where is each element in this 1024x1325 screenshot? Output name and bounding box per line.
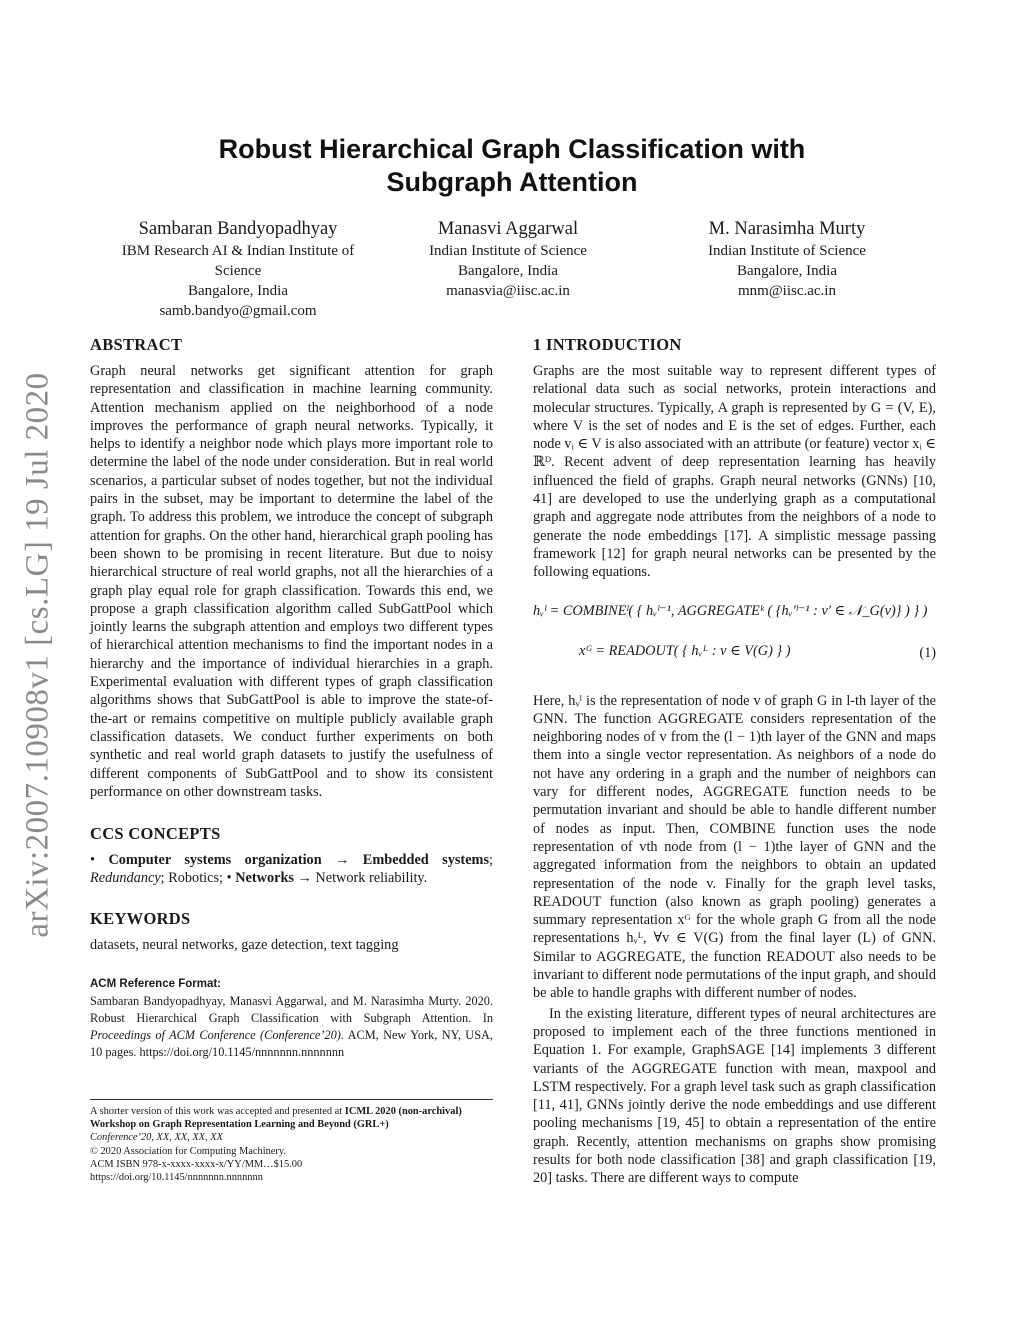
intro-paragraph-3: In the existing literature, different types of neural architectures are proposed to implement each of the three functions mentioned in Equation 1. For example, GraphSAGE [14] implements 3 different variants of the AGGREGATE function with mean, maxpool and LSTM respectively. For a graph level task such as graph classification [11, 41], GNNs jointly derive the node embeddings and use different pooling mechanisms [19, 45] to obtain a representation of the entire graph. Recently, attention mechanisms on graphs show promising results for both node classification [38] and graph classification [19, 20] tasks. There are different ways to compute	[533, 1005, 936, 1187]
equation-line-1: hᵥˡ = COMBINEˡ( { hᵥˡ⁻¹, AGGREGATEᵏ ( {hᵥ′ˡ⁻¹ : v′ ∈ 𝒩_G(v)} ) } )	[533, 602, 928, 619]
intro-paragraph-2: Here, hᵥˡ is the representation of node v of graph G in l-th layer of the GNN. The function AGGREGATE considers representation of the neighboring nodes of v from the (l − 1)th layer of the GNN and maps them into a single vector representation. As neighbors of a node do not have any ordering in a graph and the number of neighbors can vary for different nodes, AGGREGATE function needs to be permutation invariant and should be able to handle different number of nodes as input. Then, COMBINE function uses the node representation of vth node from (l − 1)the layer of GNN and the aggregated information from the neighbors to obtain an updated representation of the node v. Finally for the graph level tasks, READOUT function (also known as graph pooling) generates a summary representation xᴳ for the whole graph G from all the node representations hᵥᴸ, ∀v ∈ V(G) from the final layer (L) of GNN. Similar to AGGREGATE, the function READOUT also needs to be invariant to different node permutations of the input graph, and should be able to handle graphs with different number of nodes.	[533, 692, 936, 1002]
author-email[interactable]: samb.bandyo@gmail.com	[159, 303, 317, 319]
ccs-text	[90, 851, 493, 888]
abstract-text: Graph neural networks get significant attention for graph representation and classification in machine learning community. Attention mechanism applied on the neighborhood of a node improves the performance of graph neural networks. Typically, it helps to identify a neighbor node which plays more important role to determine the label of the node under consideration. But in real world scenarios, a particular subset of nodes together, but not the individual pairs in the subset, may be important to determine the label of the graph. To address this problem, we introduce the concept of subgraph attention for graphs. On the other hand, hierarchical graph pooling has been shown to be promising in recent literature. But due to noisy hierarchical structure of real world graphs, not all the hierarchies of a graph play equal role for graph classification. Towards this end, we propose a graph classification algorithm called SubGattPool which jointly learns the subgraph attention and employs two different types of hierarchical attention mechanisms to find the important nodes in a hierarchy and the importance of individual hierarchies in a graph. Experimental evaluation with different types of graph classification algorithms shows that SubGattPool is able to improve the state-of-the-art or remains competitive on multiple publicly available graph classification datasets. We conduct further experiments on both synthetic and real world graph datasets to justify the usefulness of different components of SubGattPool and to show its consistent performance on other downstream tasks.	[90, 363, 493, 800]
author-email[interactable]: manasvia@iisc.ac.in	[446, 283, 570, 299]
acm-reference-text: Sambaran Bandyopadhyay, Manasvi Aggarwal, and M. Narasimha Murty. 2020. Robust Hierarchical Graph Classification with Subgraph Attention. In	[90, 994, 493, 1026]
keywords-text: datasets, neural networks, gaze detection, text tagging	[90, 936, 399, 953]
footnote-copyright: © 2020 Association for Computing Machinery.	[90, 1145, 286, 1157]
ccs-term-6: → Network reliability.	[297, 870, 428, 887]
author-location: Bangalore, India	[458, 263, 558, 279]
ccs-term-3[interactable]: Redundancy	[90, 870, 161, 887]
equation-1	[533, 596, 936, 682]
footnote-rule	[90, 1099, 493, 1100]
arxiv-identifier	[16, 365, 60, 945]
arxiv-id-text: arXiv:2007.10908v1 [cs.LG] 19 Jul 2020	[19, 372, 56, 938]
ccs-arrow: →	[335, 852, 350, 869]
acm-reference-venue: Proceedings of ACM Conference (Conference’20).	[90, 1028, 344, 1043]
title-line-1: Robust Hierarchical Graph Classification with	[218, 134, 806, 164]
footnote-doi[interactable]: https://doi.org/10.1145/nnnnnnn.nnnnnnn	[90, 1172, 263, 1184]
author-2	[398, 217, 618, 301]
author-affiliation: Science	[214, 263, 262, 279]
footnote-note	[90, 1105, 493, 1131]
author-3	[676, 217, 898, 301]
left-column	[90, 334, 493, 1061]
equation-line-2: xᴳ = READOUT( { hᵥᴸ : v ∈ V(G) } )	[579, 642, 791, 659]
acm-reference	[90, 976, 493, 1061]
equation-number: (1)	[919, 644, 936, 661]
author-1	[88, 217, 388, 321]
ccs-bullet: •	[90, 852, 96, 869]
author-name: M. Narasimha Murty	[708, 219, 866, 239]
title-line-2: Subgraph Attention	[386, 167, 638, 197]
footnote-note-text: A shorter version of this work was accepted and presented at	[90, 1106, 343, 1117]
footnote	[90, 1099, 493, 1184]
author-affiliation: Indian Institute of Science	[429, 243, 587, 259]
author-affiliation: IBM Research AI & Indian Institute of	[121, 243, 355, 259]
author-email[interactable]: mnm@iisc.ac.in	[738, 283, 836, 299]
acm-reference-doi[interactable]: ACM, New York, NY, USA, 10 pages. https://doi.org/10.1145/nnnnnnn.nnnnnnn	[90, 1028, 493, 1060]
acm-reference-heading: ACM Reference Format:	[90, 978, 221, 991]
abstract-heading: ABSTRACT	[90, 335, 183, 354]
footnote-conference: Conference’20, XX, XX, XX, XX	[90, 1132, 223, 1144]
author-name: Manasvi Aggarwal	[437, 219, 579, 239]
keywords-heading: KEYWORDS	[90, 908, 191, 928]
ccs-term-1[interactable]: Computer systems organization	[108, 852, 322, 869]
author-affiliation: Indian Institute of Science	[708, 243, 866, 259]
ccs-term-2[interactable]: Embedded systems	[362, 852, 490, 869]
author-location: Bangalore, India	[188, 283, 288, 299]
right-column	[533, 334, 936, 1188]
footnote-venue: ICML 2020 (non-archival) Workshop on Graph Representation Learning and Beyond (GRL+)	[90, 1106, 462, 1131]
paper-title	[150, 133, 874, 199]
author-location: Bangalore, India	[737, 263, 837, 279]
footnote-isbn: ACM ISBN 978-x-xxxx-xxxx-x/YY/MM…$15.00	[90, 1158, 303, 1170]
introduction-heading: 1 INTRODUCTION	[533, 335, 682, 354]
author-name: Sambaran Bandyopadhyay	[138, 219, 338, 239]
ccs-separator: ;	[489, 852, 493, 869]
ccs-term-5[interactable]: Networks	[235, 870, 294, 887]
ccs-heading: CCS CONCEPTS	[90, 824, 221, 844]
author-block	[88, 217, 938, 327]
ccs-term-4: ; Robotics; •	[160, 870, 232, 887]
intro-paragraph-1: Graphs are the most suitable way to represent different types of relational data such as social networks, protein interactions and molecular structures. Typically, A graph is represented by G = (V, E), where V is the set of nodes and E is the set of edges. Further, each node vᵢ ∈ V is also associated with an attribute (or feature) vector xᵢ ∈ ℝᴰ. Recent advent of deep representation learning has heavily influenced the field of graphs. Graph neural networks (GNNs) [10, 41] are developed to use the underlying graph as a computational graph and aggregate node attributes from the neighbors of a node to generate the node embeddings [17]. A simplistic message passing framework [12] for graph neural networks can be presented by the following equations.	[533, 363, 936, 581]
